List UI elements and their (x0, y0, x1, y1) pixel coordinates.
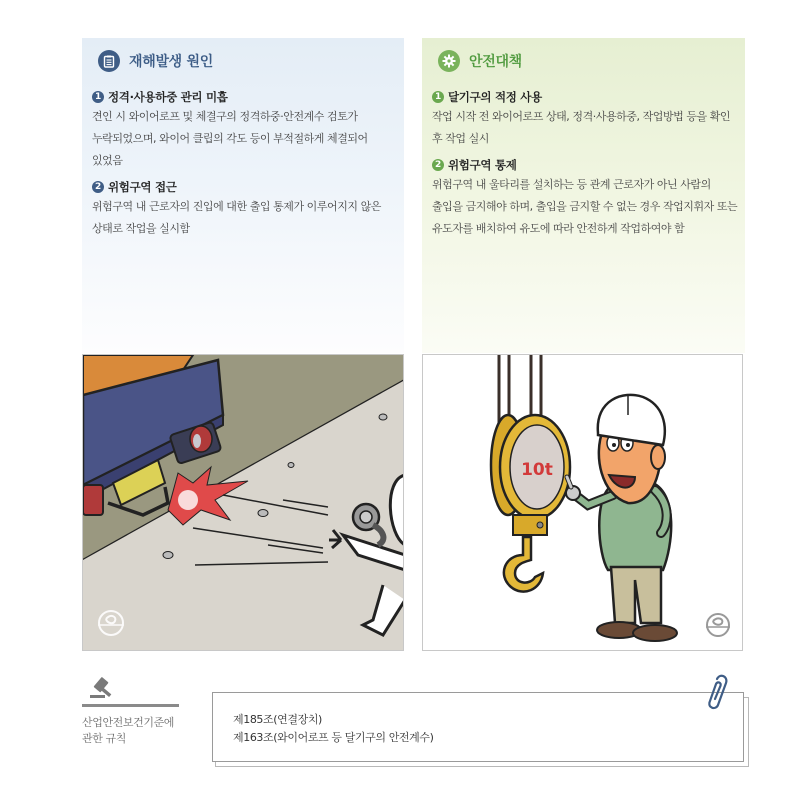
cause-item-heading: 정격·사용하중 관리 미흡 (108, 90, 228, 104)
causes-title: 재해발생 원인 (129, 54, 213, 70)
gavel-icon (88, 675, 118, 703)
cause-item-2 (92, 178, 398, 240)
paperclip-icon (707, 672, 729, 712)
accident-illustration (82, 354, 404, 651)
measures-title: 안전대책 (469, 54, 522, 70)
regulations-label-line-1: 산업안전보건기준에 (82, 716, 175, 729)
accident-causes-panel (82, 38, 404, 353)
number-badge: 2 (432, 159, 444, 171)
measure-item-text: 위험구역 내 울타리를 설치하는 등 관계 근로자가 아닌 사람의 출입을 금지해야 하며, 출입을 금지할 수 없는 경우 작업지휘자 또는 유도자를 배치하여 유도에 따라 안전하게 작업하여야 함 (432, 178, 738, 235)
number-badge: 1 (432, 91, 444, 103)
regulations-label (82, 715, 202, 747)
measure-item-heading: 달기구의 적정 사용 (448, 90, 542, 104)
causes-header (98, 50, 213, 72)
gear-icon (438, 50, 460, 72)
cause-item-text: 위험구역 내 근로자의 진입에 대한 출입 통제가 이루어지지 않은 상태로 작업을 실시함 (92, 200, 381, 235)
crane-hook-worker-illustration (423, 355, 743, 651)
measure-item-heading: 위험구역 통제 (448, 158, 517, 172)
measures-header (438, 50, 522, 72)
number-badge: 2 (92, 181, 104, 193)
number-badge: 1 (92, 91, 104, 103)
clipboard-icon (98, 50, 120, 72)
regulation-item: 제185조(연결장치) (233, 713, 322, 726)
regulation-item: 제163조(와이어로프 등 달기구의 안전계수) (233, 731, 434, 744)
regulations-label-line-2: 관한 규칙 (82, 732, 127, 745)
cause-item-text: 견인 시 와이어로프 및 체결구의 정격하중·안전계수 검토가 누락되었으며, 와이어 클립의 각도 등이 부적절하게 체결되어 있었음 (92, 110, 368, 167)
cause-item-title (92, 178, 398, 196)
cause-item-heading: 위험구역 접근 (108, 180, 177, 194)
safety-illustration (422, 354, 743, 651)
measure-item-title (432, 156, 738, 174)
measure-item-title (432, 88, 738, 106)
kosha-logo-icon (706, 614, 730, 636)
regulations-note (212, 692, 744, 762)
cause-item-title (92, 88, 398, 106)
measure-item-2 (432, 156, 738, 240)
measure-item-text: 작업 시작 전 와이어로프 상태, 정격·사용하중, 작업방법 등을 확인 후 작업 실시 (432, 110, 731, 145)
safety-measures-panel (422, 38, 745, 353)
truck-accident-illustration (83, 355, 404, 651)
hook-capacity-label: 10t (521, 460, 553, 480)
cause-item-1 (92, 88, 398, 172)
regulations-divider (82, 704, 179, 707)
measure-item-1 (432, 88, 738, 150)
